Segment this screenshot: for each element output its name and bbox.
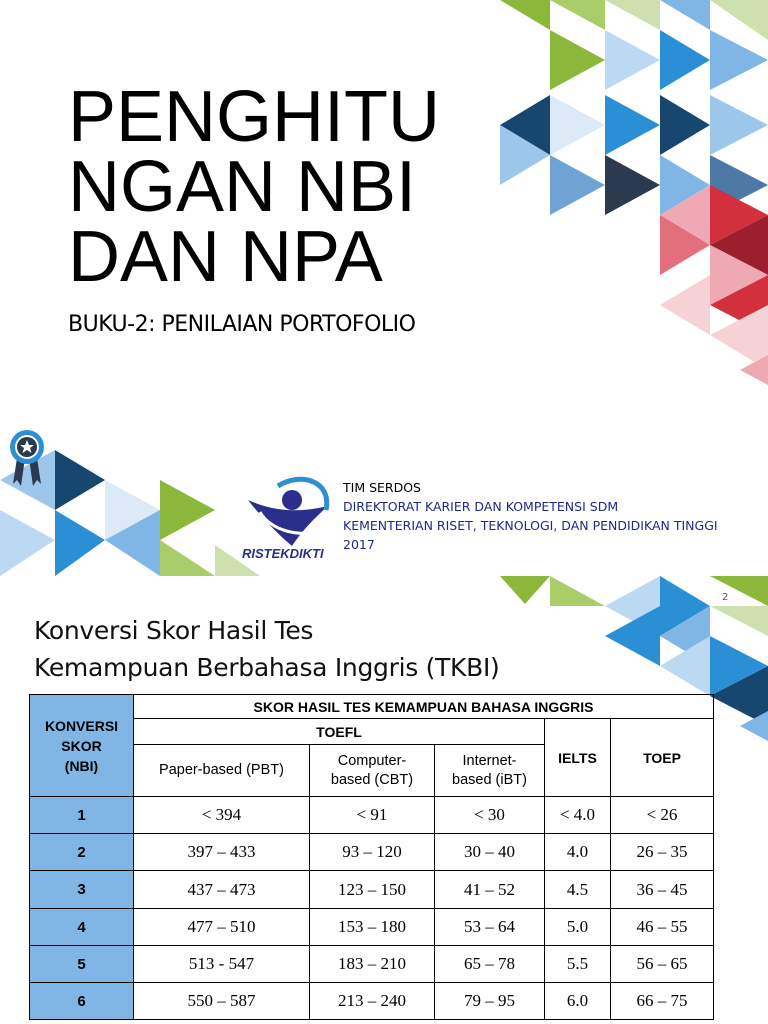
ibt-value: 65 – 78 <box>435 946 545 983</box>
cbt-value: 183 – 210 <box>310 946 435 983</box>
pbt-value: 437 – 473 <box>134 871 310 909</box>
ibt-value: < 30 <box>435 797 545 834</box>
nbi-score: 4 <box>30 909 134 946</box>
content-slide <box>0 576 768 1024</box>
ibt-header: Internet- based (iBT) <box>435 745 545 797</box>
ibt-value: 53 – 64 <box>435 909 545 946</box>
heading-line: Konversi Skor Hasil Tes <box>34 616 314 645</box>
page-number: 2 <box>722 592 729 603</box>
title-line: PENGHITU <box>68 77 441 157</box>
pbt-value: 477 – 510 <box>134 909 310 946</box>
pbt-value: < 394 <box>134 797 310 834</box>
nbi-score: 3 <box>30 871 134 909</box>
ielts-value: 5.0 <box>545 909 611 946</box>
ristekdikti-logo <box>240 470 336 566</box>
toep-value: 56 – 65 <box>611 946 714 983</box>
cbt-value: 153 – 180 <box>310 909 435 946</box>
cbt-value: 93 – 120 <box>310 834 435 871</box>
toep-value: 46 – 55 <box>611 909 714 946</box>
slide-heading <box>34 612 499 686</box>
toep-value: 26 – 35 <box>611 834 714 871</box>
table-row <box>30 834 714 871</box>
toep-value: 66 – 75 <box>611 983 714 1020</box>
ielts-header: IELTS <box>545 719 611 797</box>
ibt-value: 41 – 52 <box>435 871 545 909</box>
conversion-score-header: KONVERSI SKOR (NBI) <box>30 695 134 797</box>
pbt-value: 513 - 547 <box>134 946 310 983</box>
table-row <box>30 909 714 946</box>
table-row <box>30 946 714 983</box>
toep-value: < 26 <box>611 797 714 834</box>
title-line: DAN NPA <box>68 217 383 297</box>
author-line-ministry: KEMENTERIAN RISET, TEKNOLOGI, DAN PENDIDIKAN TINGGI <box>343 518 718 533</box>
toep-value: 36 – 45 <box>611 871 714 909</box>
table-row <box>30 797 714 834</box>
nbi-score: 2 <box>30 834 134 871</box>
award-ribbon-icon <box>7 428 47 490</box>
author-line-team: TIM SERDOS <box>343 480 421 495</box>
author-line-directorate: DIREKTORAT KARIER DAN KOMPETENSI SDM <box>343 499 619 514</box>
pbt-value: 397 – 433 <box>134 834 310 871</box>
heading-line: Kemampuan Berbahasa Inggris (TKBI) <box>34 653 500 682</box>
pbt-header: Paper-based (PBT) <box>134 745 310 797</box>
table-row <box>30 983 714 1020</box>
pbt-value: 550 – 587 <box>134 983 310 1020</box>
ielts-value: 4.5 <box>545 871 611 909</box>
logo-wordmark: RISTEKDIKTI <box>242 546 324 561</box>
tkbi-conversion-table <box>29 694 714 1020</box>
toep-header: TOEP <box>611 719 714 797</box>
ielts-value: 5.5 <box>545 946 611 983</box>
nbi-score: 6 <box>30 983 134 1020</box>
nbi-score: 5 <box>30 946 134 983</box>
ibt-value: 30 – 40 <box>435 834 545 871</box>
ristekdikti-logo-mark <box>240 470 336 566</box>
ielts-value: 6.0 <box>545 983 611 1020</box>
cbt-value: 213 – 240 <box>310 983 435 1020</box>
ielts-value: 4.0 <box>545 834 611 871</box>
cbt-value: < 91 <box>310 797 435 834</box>
presentation-subtitle: BUKU-2: PENILAIAN PORTOFOLIO <box>68 312 416 337</box>
ibt-value: 79 – 95 <box>435 983 545 1020</box>
author-block <box>343 478 718 554</box>
english-test-score-header: SKOR HASIL TES KEMAMPUAN BAHASA INGGRIS <box>134 695 714 719</box>
table-row <box>30 871 714 909</box>
presentation-title <box>68 77 441 297</box>
title-line: NGAN NBI <box>68 147 417 227</box>
author-line-year: 2017 <box>343 537 375 552</box>
nbi-score: 1 <box>30 797 134 834</box>
ielts-value: < 4.0 <box>545 797 611 834</box>
toefl-header: TOEFL <box>134 719 545 745</box>
cbt-header: Computer- based (CBT) <box>310 745 435 797</box>
cbt-value: 123 – 150 <box>310 871 435 909</box>
